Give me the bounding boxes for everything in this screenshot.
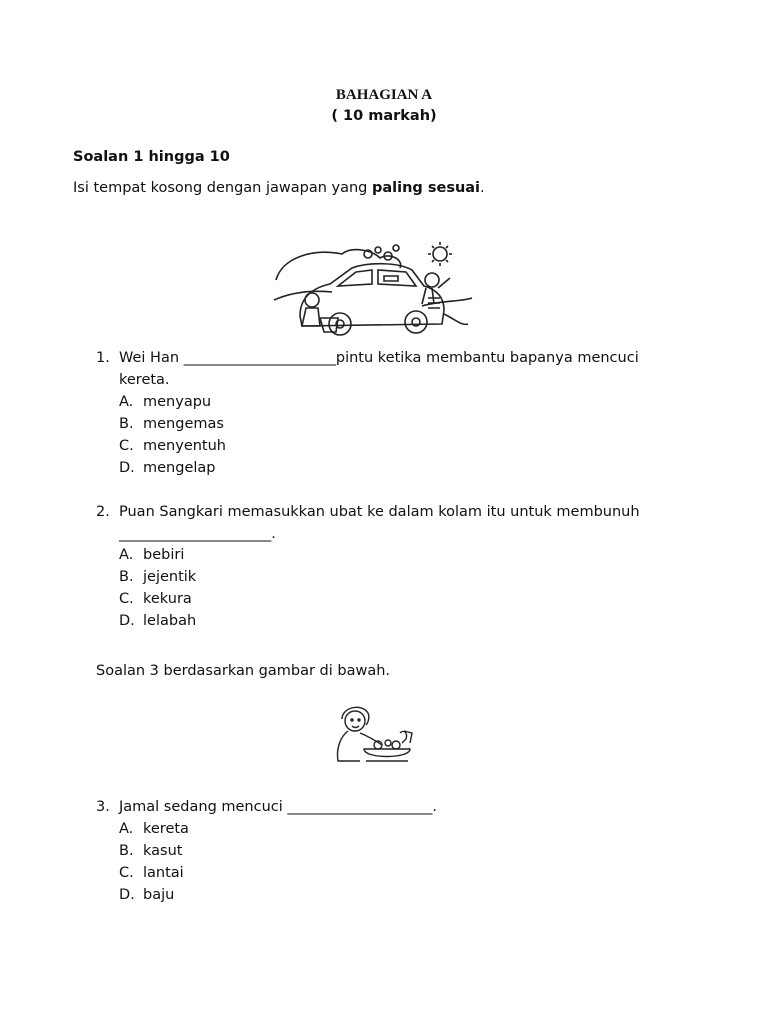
boy-washing-illustration [330, 703, 416, 767]
marks-label: ( 10 markah) [331, 108, 437, 124]
question-1-text-cont: kereta. [119, 372, 170, 388]
question-2-blank: _____________________. [119, 526, 276, 542]
option-text: jejentik [143, 569, 197, 585]
option-letter: A. [119, 394, 134, 410]
instruction-main: Isi tempat kosong dengan jawapan yang [73, 180, 372, 196]
question-2-text: Puan Sangkari memasukkan ubat ke dalam kolam itu untuk membunuh [119, 504, 640, 520]
question-1-number: 1. [96, 350, 110, 366]
option-letter: D. [119, 460, 135, 476]
question-2-option-b[interactable] [119, 569, 196, 585]
question-1-option-d[interactable] [119, 460, 215, 476]
question-3-number: 3. [96, 799, 110, 815]
option-text: kereta [143, 821, 189, 837]
option-letter: B. [119, 843, 134, 859]
option-text: menyapu [143, 394, 212, 410]
option-text: baju [143, 887, 175, 903]
option-letter: A. [119, 821, 134, 837]
question-range: Soalan 1 hingga 10 [73, 149, 230, 165]
option-letter: C. [119, 591, 134, 607]
section-title: BAHAGIAN A [335, 87, 433, 103]
instruction-text [73, 180, 485, 196]
question-1-option-b[interactable] [119, 416, 224, 432]
option-letter: C. [119, 865, 134, 881]
option-text: lelabah [143, 613, 197, 629]
option-letter: C. [119, 438, 134, 454]
option-text: kasut [143, 843, 183, 859]
instruction-end: . [480, 180, 485, 196]
option-text: lantai [143, 865, 184, 881]
question-3-option-c[interactable] [119, 865, 184, 881]
question-2-option-c[interactable] [119, 591, 192, 607]
question-2-option-a[interactable] [119, 547, 184, 563]
question-1-option-c[interactable] [119, 438, 226, 454]
option-text: mengelap [143, 460, 216, 476]
option-text: bebiri [143, 547, 185, 563]
question-3-text: Jamal sedang mencuci ____________________. [119, 799, 437, 815]
option-text: menyentuh [143, 438, 226, 454]
option-letter: D. [119, 887, 135, 903]
option-letter: B. [119, 416, 134, 432]
question-1-text: Wei Han _____________________pintu ketika membantu bapanya mencuci [119, 350, 639, 366]
instruction-emphasis: paling sesuai [372, 180, 481, 196]
option-letter: A. [119, 547, 134, 563]
option-letter: D. [119, 613, 135, 629]
question-2-number: 2. [96, 504, 110, 520]
question-1-option-a[interactable] [119, 394, 211, 410]
option-letter: B. [119, 569, 134, 585]
option-text: mengemas [143, 416, 224, 432]
picture-note: Soalan 3 berdasarkan gambar di bawah. [96, 663, 391, 679]
question-2-option-d[interactable] [119, 613, 196, 629]
question-3-option-b[interactable] [119, 843, 182, 859]
question-3-option-a[interactable] [119, 821, 189, 837]
car-wash-illustration [272, 240, 476, 336]
option-text: kekura [143, 591, 192, 607]
question-3-option-d[interactable] [119, 887, 174, 903]
